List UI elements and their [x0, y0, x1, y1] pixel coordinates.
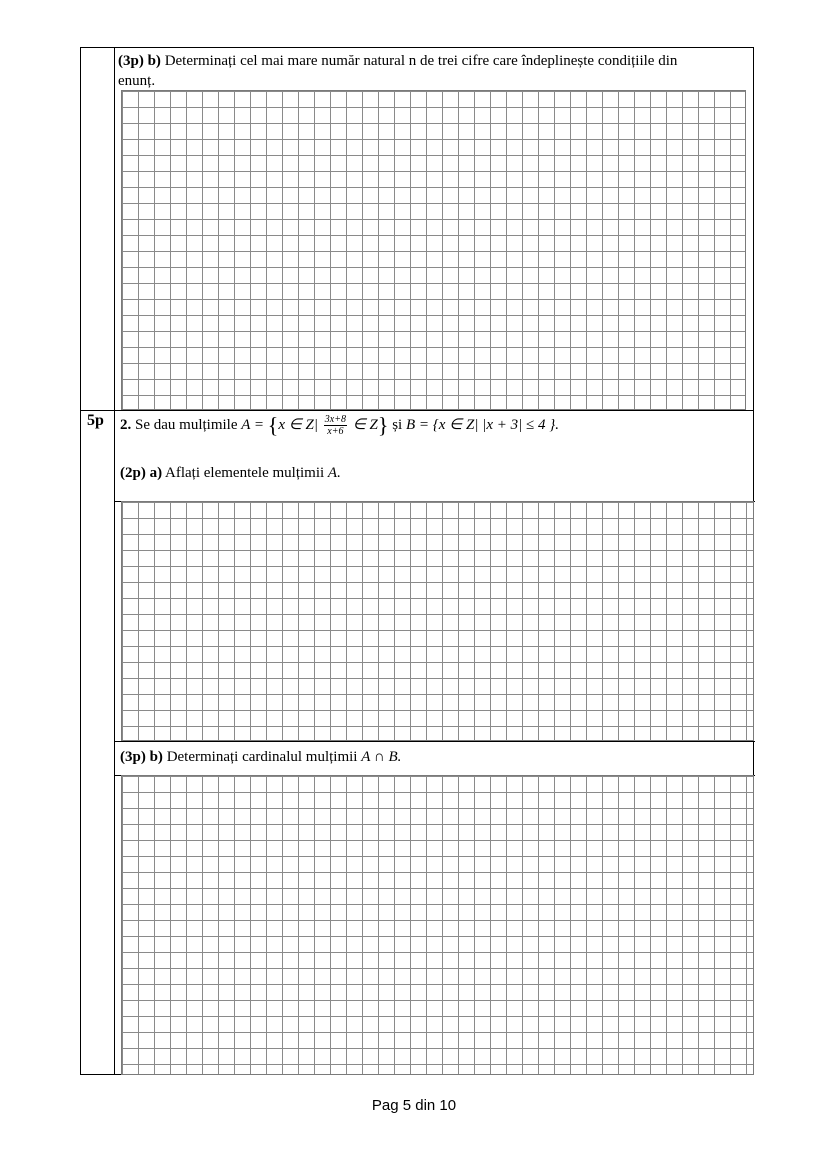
fraction: $\frac{3x+8}{x+6}$	[324, 414, 346, 437]
answer-grid-2a[interactable]	[121, 501, 754, 741]
problem-2-score: 5p	[87, 412, 104, 429]
row-separator	[81, 410, 753, 411]
answer-grid-2b[interactable]	[121, 775, 754, 1075]
answer-sheet	[80, 47, 754, 1075]
page-number: Pag 5 din 10	[371, 1097, 457, 1114]
problem-2b-statement: (3p) b) Determinați cardinalul mulțimii A ∩ B.	[120, 749, 402, 765]
score-column	[81, 48, 115, 1074]
subrow-separator	[115, 741, 755, 742]
problem-2-statement: 2. Se dau mulțimile A = {x ∈ Z| $\frac{3x+8}{x+6}$ ∈ Z} și B = {x ∈ Z| |x + 3| ≤ 4 }.	[120, 412, 559, 438]
answer-grid-1b[interactable]	[121, 90, 746, 410]
part-1b-statement: (3p) b) Determinați cel mai mare număr natural n de trei cifre care îndeplinește condițiile din enunț.	[118, 53, 678, 89]
problem-2a-statement: (2p) a) Aflați elementele mulțimii A.	[120, 465, 341, 481]
